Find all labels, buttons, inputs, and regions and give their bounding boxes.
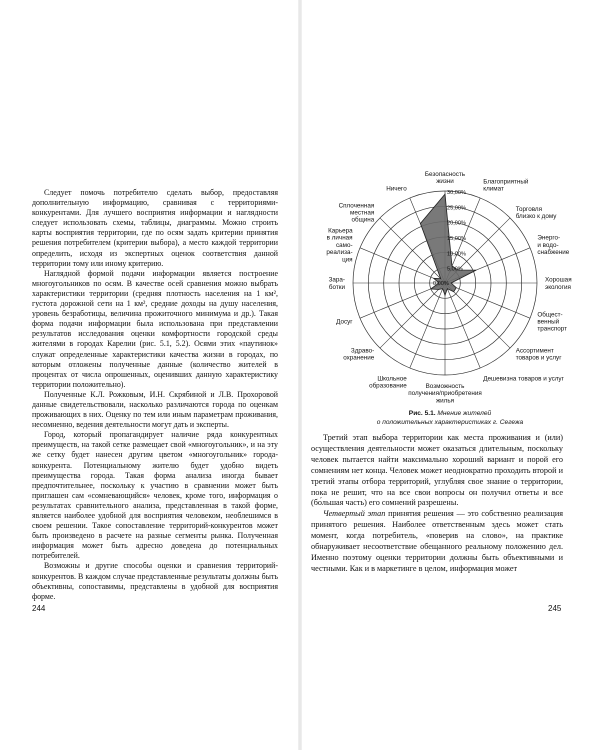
- category-label: Здраво-охранение: [343, 347, 375, 362]
- category-label: Возможность получения/приобретения жилья: [408, 383, 482, 405]
- figure-caption: [300, 410, 600, 427]
- page-number-left: 244: [32, 604, 46, 613]
- axis-spoke: [410, 283, 445, 368]
- tick-label: 25,00%: [447, 205, 466, 212]
- category-label: Школьное образование: [369, 375, 407, 390]
- caption-label: Рис. 5.1.: [408, 410, 436, 417]
- axis-spoke: [445, 283, 510, 348]
- paragraph: Следует помочь потребителю сделать выбор, предоставляя дополнительную информацию, сравнивая с территориями-конкурентами. Для лучшего восприятия информации и наглядности следует использовать схемы, таблицы, диаграммы. Можно строить карты восприятия территории, где по осям задать критерии принятия решения потребителем (критерии выбора), а место каждой территории определить, исходя из экспертных оценок соответствия данной территории тому или иному критерию.: [32, 188, 278, 268]
- category-label: Карьера в личная само-реализа-ция: [326, 227, 353, 264]
- page-number-right: 245: [548, 604, 562, 613]
- left-page-text: [32, 188, 278, 602]
- tick-label: 15,00%: [447, 236, 466, 242]
- tick-label: 30,00%: [447, 190, 466, 196]
- paragraph: Город, который пропагандирует наличие ряда конкурентных преимуществ, на такой сетке размещает свой «многоугольник», и на эту же сетку будет нанесен другим цветом «многоугольник» города-конкурента. Потенциальному жителю будет удобно видеть преимущества города. Такая форма анализа иногда бывает предпочтительнее, поскольку к участию в сравнении может быть приглашен сам «сомневающийся» человек, кроме того, информация о результатах сравнительного анализа, представленная в такой форме, является наиболее удобной для восприятия человеком, необлешимся в своем решении. Такое сопоставление территорий-конкурентов может быть произведено в расчете на разные сегменты рынка. Полученная информация может быть адресно доведена до потенциальных потребителей.: [32, 430, 278, 561]
- category-label: Энерго-и водо-снабжение: [537, 234, 570, 257]
- caption-text: Мнение жителей: [437, 410, 492, 417]
- paragraph: Возможны и другие способы оценки и сравнения территорий-конкурентов. В каждом случае представленные результаты должны быть объективны, сопоставимы, представлены в удобной для восприятия форме.: [32, 561, 278, 601]
- category-label: Торговля близко к дому: [515, 205, 557, 221]
- paragraph: Наглядной формой подачи информации является построение многоугольников по осям. В качестве осей сравнения можно выбрать характеристики территории (средняя плотность населения на 1 км², густота дорожной сети на 1 км², средние доходы на душу населения, уровень безработицы, величина прожиточного минимума и др.). Такая форма подачи информации была использована при представлении результатов исследования оценки комфортности городской среды жителями в городах Карелии (рис. 5.1, 5.2). Осями этих «паутинок» служат определенные характеристики качества жизни в городах, по которым отложены полученные данные (количество жителей в процентах от числа опрошенных, оценивших данную характеристику территории положительно).: [32, 268, 278, 389]
- category-label: Благоприятный климат: [483, 178, 529, 193]
- category-label: Зара-ботки: [328, 276, 345, 291]
- category-label: Ничего: [386, 185, 407, 193]
- paragraph: [311, 509, 563, 574]
- paragraph: Полученные К.Л. Рожковым, И.Н. Скрябиной и Л.В. Прохоровой данные свидетельствовали, насколько различаются города по оценкам проживающих в них. Оценку по тем или иным параметрам проживания, несомненно, ведения деятельности могут дать и эксперты.: [32, 389, 278, 430]
- right-page-text: [311, 433, 563, 575]
- radar-figure: [300, 170, 600, 405]
- tick-label: 5,00%: [447, 266, 463, 273]
- paragraph-rest: принятия решения — это собственно реализация принятого решения. Наиболее ответственным здесь может стать момент, когда потребитель, «поверив на слово», на практике обнаруживает несоответствие обещанного реальному положению дел. Именно поэтому оценки территории должны быть объективными и честными. Как и в маркетинге в целом, информация может: [311, 509, 563, 573]
- category-label: Досуг: [336, 318, 353, 326]
- paragraph: Третий этап выбора территории как места проживания и (или) осуществления деятельности может оказаться длительным, поскольку человек пытается найти максимально хороший вариант и порой его сомнениям нет конца. Человек может неоднократно проходить второй и третий этапы отбора территорий, углубляя свое знание о территории, пока не решит, что на все свои вопросы он получил ответы и все (бо́льшая часть) его сомнений разрешены.: [311, 433, 563, 508]
- tick-label: 0,00%: [433, 281, 449, 287]
- category-label: Безопасность жизни: [424, 170, 466, 185]
- category-label: Общест-венный транспорт: [537, 311, 568, 333]
- category-label: Ассортимент товаров и услуг: [515, 347, 562, 362]
- axis-spoke: [445, 283, 480, 368]
- category-label: Хорошая экология: [545, 276, 572, 291]
- caption-line-2: о положительных характеристиках г. Сегежа: [376, 418, 524, 426]
- axis-spoke: [380, 283, 445, 348]
- category-label: Дешевизна товаров и услуг: [483, 375, 564, 383]
- emphasis-stage: Четвертый этап: [323, 509, 386, 519]
- radar-chart: [300, 170, 600, 405]
- tick-label: 10,00%: [447, 251, 466, 258]
- axis-spoke: [445, 283, 530, 318]
- tick-label: 20,00%: [447, 220, 466, 227]
- category-label: Сплоченная местная община: [338, 202, 375, 224]
